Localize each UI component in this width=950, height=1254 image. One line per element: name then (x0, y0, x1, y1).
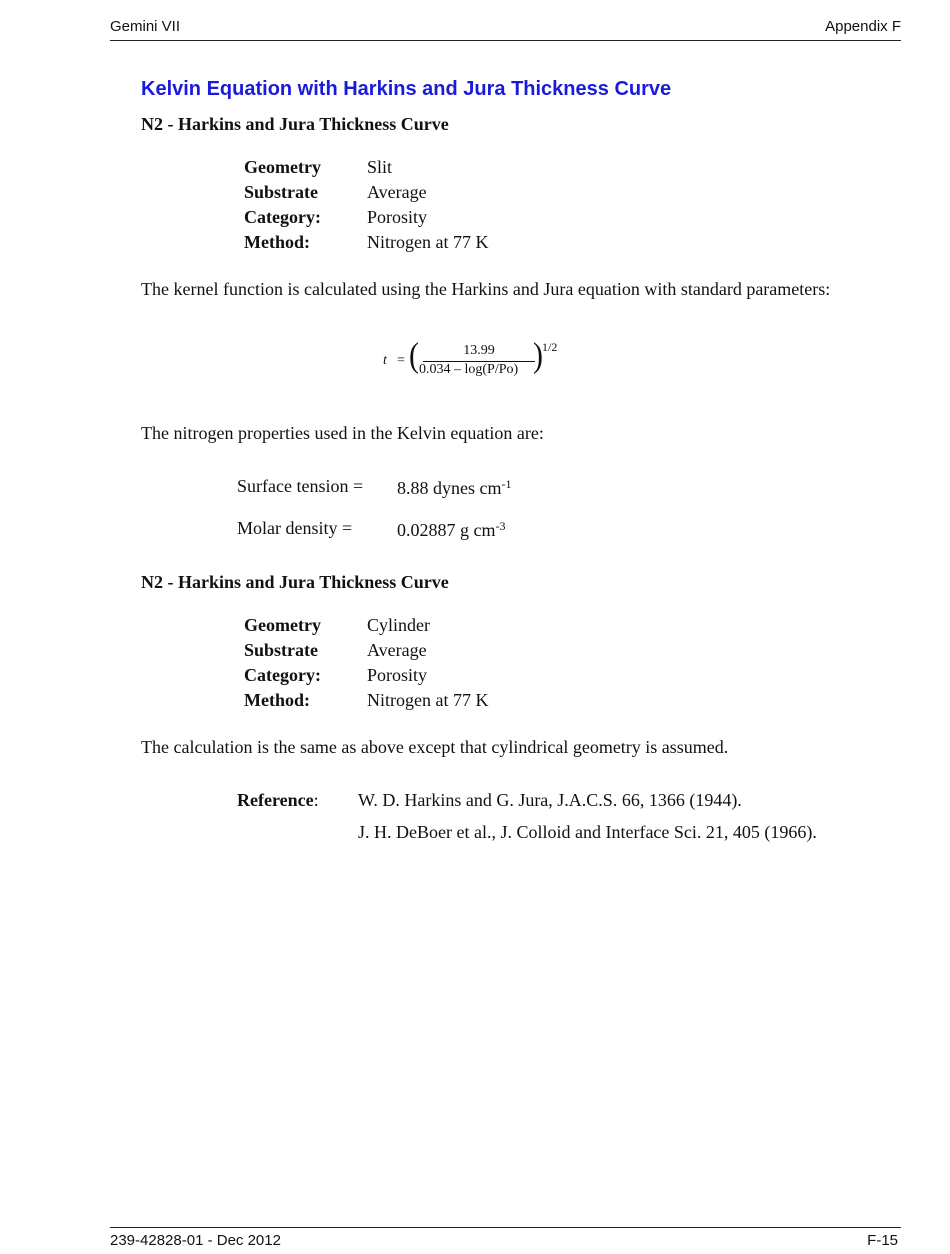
left-paren-glyph: ( (409, 336, 419, 375)
molar-density-value: 0.02887 g cm (397, 520, 496, 540)
property-value: Average (367, 182, 427, 202)
property-key: Geometry (244, 157, 321, 177)
surface-tension-value: 8.88 dynes cm (397, 478, 502, 498)
property-key: Substrate (244, 182, 319, 202)
property-value: Porosity (367, 665, 428, 685)
page-title: Kelvin Equation with Harkins and Jura Thickness Curve (141, 78, 672, 100)
calculation-paragraph: The calculation is the same as above except that cylindrical geometry is assumed. (141, 737, 729, 757)
header-section-name: Appendix F (825, 18, 901, 35)
property-value: Nitrogen at 77 K (367, 232, 489, 252)
equation-lhs: t (383, 353, 387, 368)
page-number: F-15 (867, 1232, 898, 1249)
property-key: Category: (244, 207, 321, 227)
section-heading-1: N2 - Harkins and Jura Thickness Curve (141, 114, 449, 134)
header-doc-name: Gemini VII (110, 18, 181, 35)
footer-doc-number: 239-42828-01 - Dec 2012 (110, 1232, 281, 1249)
property-value: Slit (367, 157, 393, 177)
equation-equals: = (397, 353, 405, 368)
equation-exponent: 1/2 (542, 340, 558, 354)
equation-numerator: 13.99 (463, 343, 495, 358)
reference-entry: W. D. Harkins and G. Jura, J.A.C.S. 66, 1366 (1944). (358, 790, 742, 810)
reference-entry: J. H. DeBoer et al., J. Colloid and Interface Sci. 21, 405 (1966). (358, 822, 817, 842)
equation-denominator: 0.034 – log(P/Po) (419, 362, 519, 377)
nitrogen-property-value (397, 478, 511, 499)
nitrogen-paragraph: The nitrogen properties used in the Kelvin equation are: (141, 423, 544, 443)
property-key: Substrate (244, 640, 319, 660)
header-rule (110, 40, 901, 41)
unit-exponent: -1 (501, 477, 512, 491)
property-key: Method: (244, 232, 310, 252)
harkins-jura-equation (383, 336, 583, 385)
section-heading-2: N2 - Harkins and Jura Thickness Curve (141, 572, 449, 592)
property-value: Cylinder (367, 615, 430, 635)
nitrogen-property-label: Molar density = (237, 518, 353, 538)
reference-label (237, 790, 319, 811)
right-paren-glyph: ) (533, 336, 543, 375)
reference-colon: : (313, 790, 319, 810)
nitrogen-property-value (397, 520, 506, 541)
property-value: Nitrogen at 77 K (367, 690, 489, 710)
footer-rule (110, 1227, 901, 1228)
property-key: Category: (244, 665, 321, 685)
property-key: Method: (244, 690, 310, 710)
property-key: Geometry (244, 615, 321, 635)
unit-exponent: -3 (495, 519, 506, 533)
property-value: Porosity (367, 207, 428, 227)
kernel-paragraph: The kernel function is calculated using the Harkins and Jura equation with standard parameters: (141, 279, 831, 299)
reference-label-text: Reference (237, 790, 314, 810)
nitrogen-property-label: Surface tension = (237, 476, 364, 496)
property-value: Average (367, 640, 427, 660)
